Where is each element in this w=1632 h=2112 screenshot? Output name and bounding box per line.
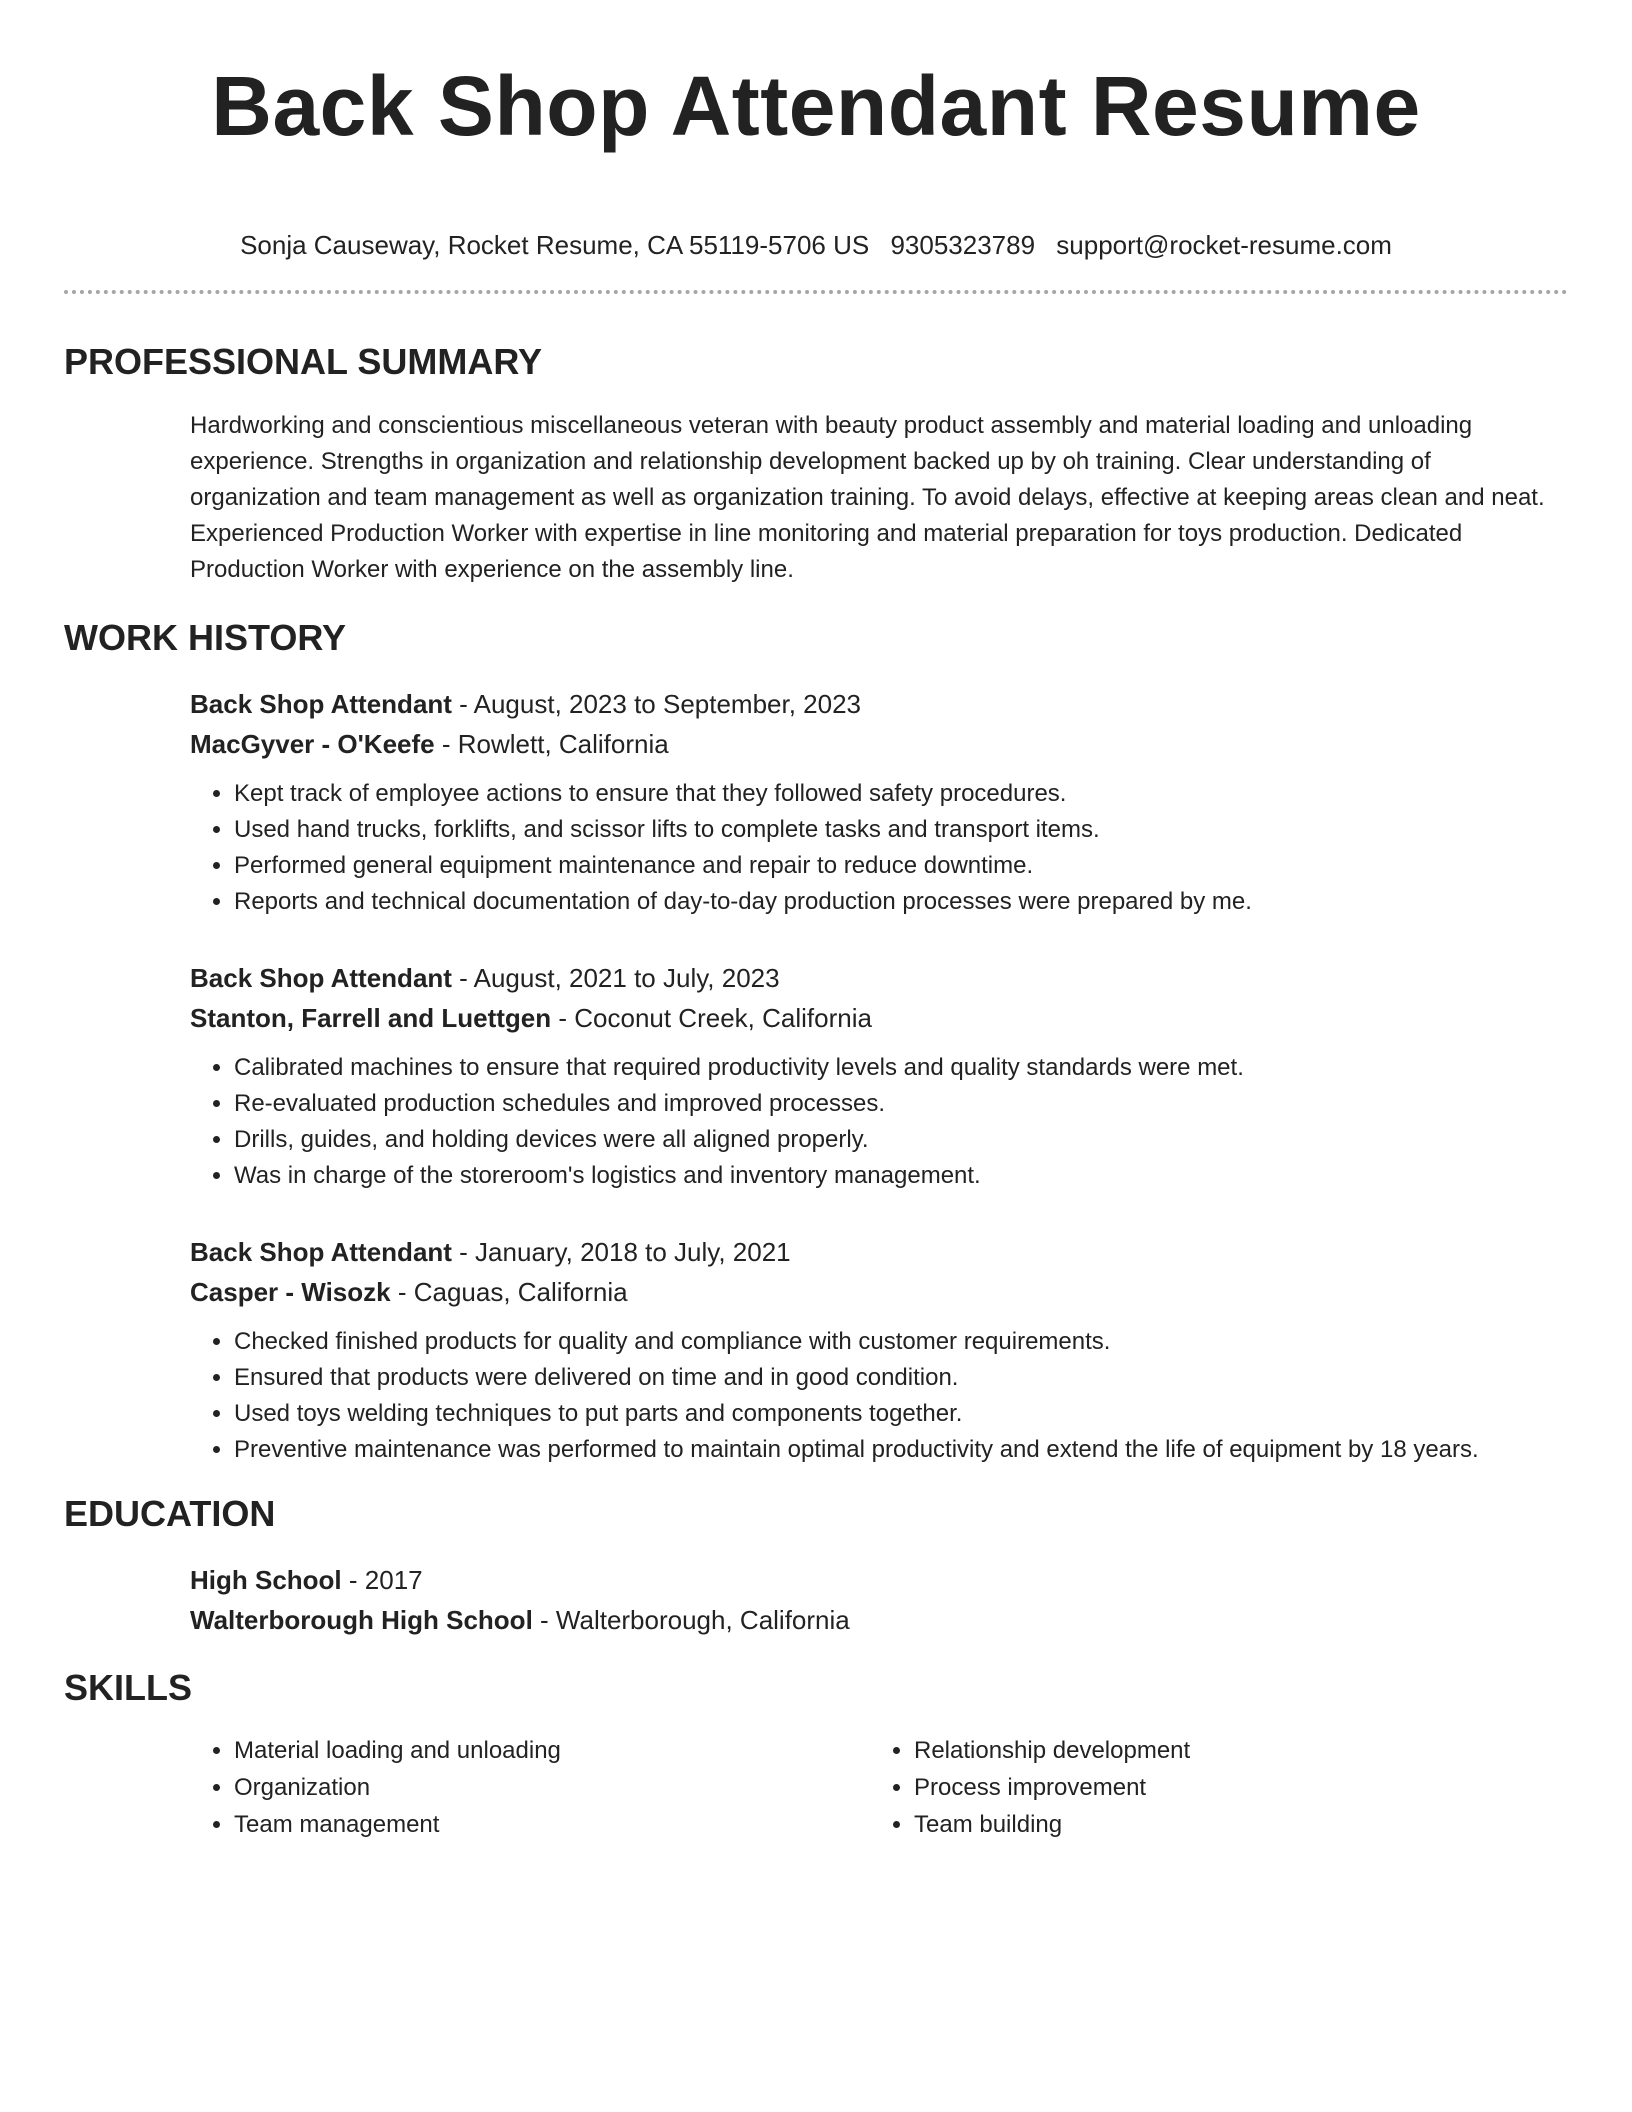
job-bullet: • Kept track of employee actions to ensure that they followed safety procedures. — [234, 776, 1568, 812]
skill-item: • Organization — [234, 1769, 870, 1806]
contact-line — [64, 228, 1568, 262]
job-location: - Rowlett, California — [434, 729, 669, 759]
job-bullet: • Ensured that products were delivered on time and in good condition. — [234, 1360, 1568, 1396]
job-bullet: • Drills, guides, and holding devices were all aligned properly. — [234, 1122, 1568, 1158]
job-entry — [190, 684, 1568, 920]
skills-heading: SKILLS — [64, 1667, 193, 1708]
skills-column-left — [190, 1732, 870, 1843]
job-title: Back Shop Attendant — [190, 1237, 452, 1267]
work-history-heading: WORK HISTORY — [64, 617, 347, 658]
job-title-line — [190, 1232, 1568, 1272]
job-company-line — [190, 998, 1568, 1038]
summary-text: Hardworking and conscientious miscellaneous veteran with beauty product assembly and material loading and unloading experience. Strengths in organization and relationship development backed up by oh training. Clear understanding of organization and team management as well as organization training. To avoid delays, effective at keeping areas clean and neat. Experienced Production Worker with expertise in line monitoring and material preparation for toys production. Dedicated Production Worker with experience on the assembly line. — [190, 412, 1545, 583]
job-title: Back Shop Attendant — [190, 963, 452, 993]
job-title-line — [190, 684, 1568, 724]
job-company: Casper - Wisozk — [190, 1277, 391, 1307]
job-bullets — [190, 1324, 1568, 1468]
skills-grid — [190, 1732, 1568, 1843]
education-degree-line — [190, 1560, 1568, 1600]
job-bullet: • Used toys welding techniques to put parts and components together. — [234, 1396, 1568, 1432]
skill-item: • Relationship development — [914, 1732, 1550, 1769]
job-dates: - August, 2021 to July, 2023 — [451, 963, 780, 993]
contact-phone: 9305323789 — [890, 230, 1036, 260]
education-school-line — [190, 1600, 1568, 1640]
work-history-list — [190, 684, 1568, 1468]
job-dates: - August, 2023 to September, 2023 — [451, 689, 862, 719]
job-company: Stanton, Farrell and Luettgen — [190, 1003, 552, 1033]
job-location: - Coconut Creek, California — [551, 1003, 872, 1033]
summary-heading: PROFESSIONAL SUMMARY — [64, 341, 543, 382]
skills-column-right — [870, 1732, 1550, 1843]
skill-item: • Team building — [914, 1806, 1550, 1843]
job-company-line — [190, 724, 1568, 764]
education-location: - Walterborough, California — [532, 1605, 850, 1635]
skill-item: • Process improvement — [914, 1769, 1550, 1806]
job-bullet: • Re-evaluated production schedules and improved processes. — [234, 1086, 1568, 1122]
job-company: MacGyver - O'Keefe — [190, 729, 435, 759]
job-dates: - January, 2018 to July, 2021 — [451, 1237, 791, 1267]
education-school: Walterborough High School — [190, 1605, 533, 1635]
education-degree: High School — [190, 1565, 342, 1595]
job-bullet: • Used hand trucks, forklifts, and scissor lifts to complete tasks and transport items. — [234, 812, 1568, 848]
job-entry — [190, 958, 1568, 1194]
job-bullets — [190, 1050, 1568, 1194]
header-divider — [64, 290, 1568, 294]
job-entry — [190, 1232, 1568, 1468]
contact-email: support@rocket-resume.com — [1056, 230, 1392, 260]
job-title-line — [190, 958, 1568, 998]
education-heading: EDUCATION — [64, 1493, 276, 1534]
job-bullet: • Calibrated machines to ensure that required productivity levels and quality standards were met. — [234, 1050, 1568, 1086]
contact-address: Sonja Causeway, Rocket Resume, CA 55119-5706 US — [240, 230, 870, 260]
job-company-line — [190, 1272, 1568, 1312]
education-year: - 2017 — [341, 1565, 423, 1595]
job-bullet: • Performed general equipment maintenance and repair to reduce downtime. — [234, 848, 1568, 884]
job-title: Back Shop Attendant — [190, 689, 452, 719]
job-bullet: • Reports and technical documentation of day-to-day production processes were prepared by me. — [234, 884, 1568, 920]
job-bullet: • Checked finished products for quality and compliance with customer requirements. — [234, 1324, 1568, 1360]
education-entry — [190, 1560, 1568, 1640]
job-location: - Caguas, California — [390, 1277, 628, 1307]
job-bullet: • Was in charge of the storeroom's logistics and inventory management. — [234, 1158, 1568, 1194]
job-bullets — [190, 776, 1568, 920]
skill-item: • Material loading and unloading — [234, 1732, 870, 1769]
skill-item: • Team management — [234, 1806, 870, 1843]
resume-title: Back Shop Attendant Resume — [211, 59, 1421, 153]
job-bullet: • Preventive maintenance was performed to maintain optimal productivity and extend the life of equipment by 18 years. — [234, 1432, 1568, 1468]
